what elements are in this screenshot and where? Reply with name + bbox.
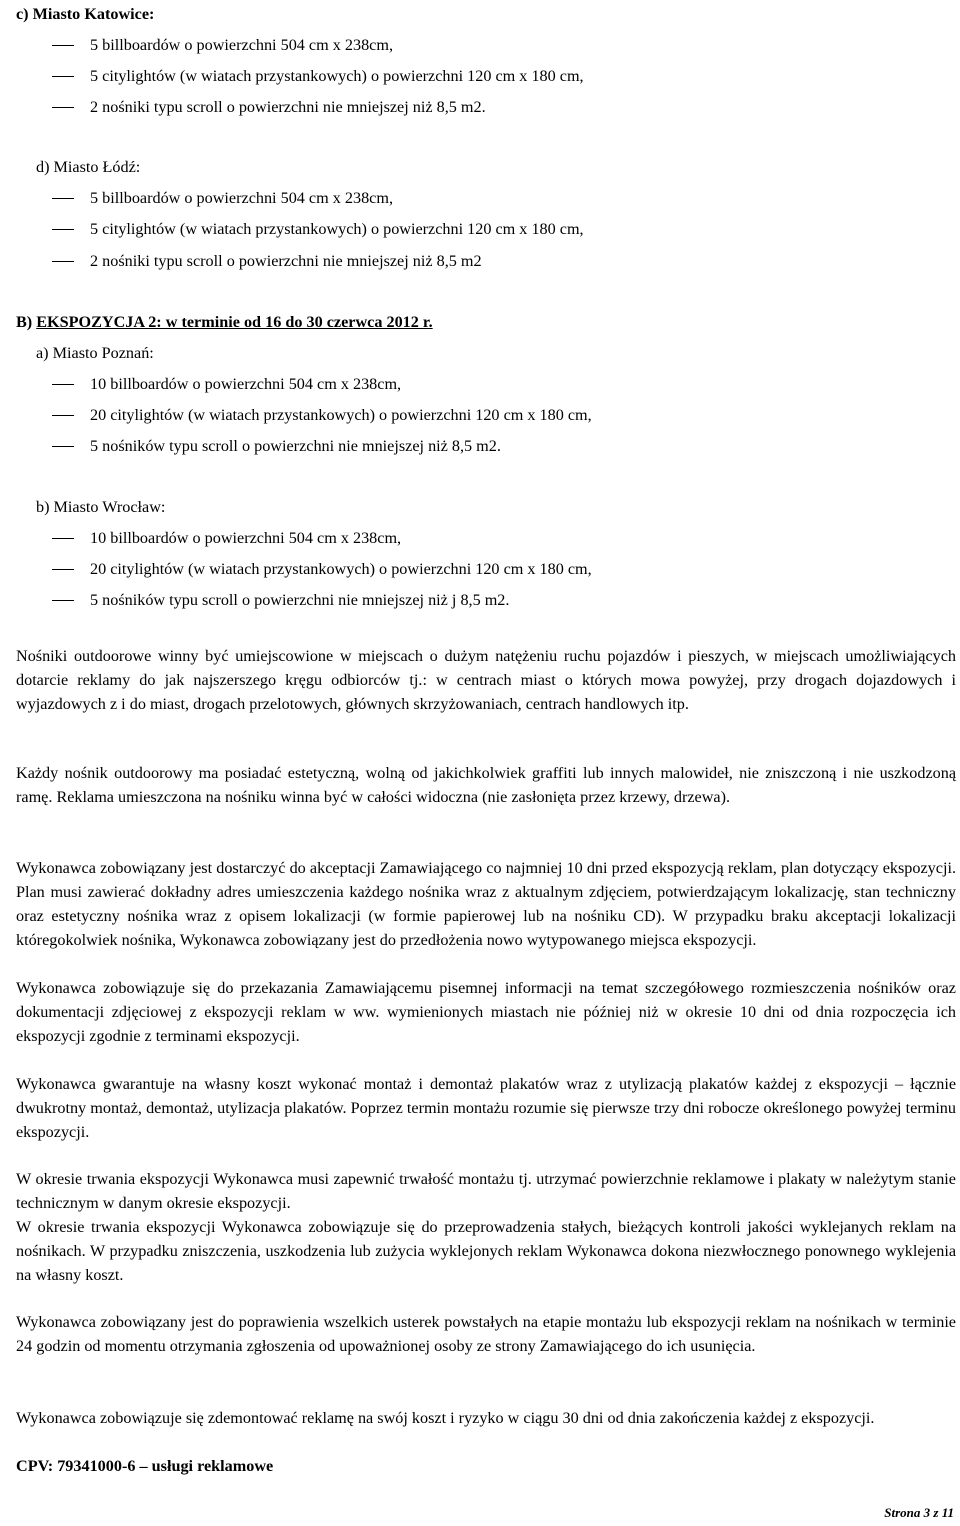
dash-bullet <box>52 45 74 46</box>
dash-bullet <box>52 198 74 199</box>
dash-bullet <box>52 107 74 108</box>
list-item-text: 5 citylightów (w wiatach przystankowych) o powierzchni 120 cm x 180 cm, <box>90 67 584 85</box>
paragraph-dismantling: Wykonawca zobowiązuje się zdemontować reklamę na swój koszt i ryzyko w ciągu 30 dni od dnia zakończenia każdej z ekspozycji. <box>16 1409 875 1427</box>
list-item-text: 5 billboardów o powierzchni 504 cm x 238cm, <box>90 36 394 54</box>
dash-bullet <box>52 384 74 385</box>
section-heading-wroclaw: b) Miasto Wrocław: <box>36 498 166 516</box>
list-item-text: 20 citylightów (w wiatach przystankowych) o powierzchni 120 cm x 180 cm, <box>90 406 592 424</box>
paragraph-plan: Wykonawca zobowiązany jest dostarczyć do akceptacji Zamawiającego co najmniej 10 dni przed ekspozycją reklam, plan dotyczący ekspozycji. Plan musi zawierać dokładny adres umieszczenia każdego nośnika wraz z aktualnym zdjęciem, potwierdzającym lokalizację, stan techniczny oraz estetyczny nośnika wraz z opisem lokalizacji (w formie papierowej lub na nośniku CD). W przypadku braku akceptacji lokalizacji któregokolwiek nośnika, Wykonawca zobowiązany jest do przedłożenia nowo wytypowanego miejsca ekspozycji. <box>16 859 956 949</box>
paragraph-quality-control: W okresie trwania ekspozycji Wykonawca zobowiązuje się do przeprowadzenia stałych, bieżących kontroli jakości wyklejanych reklam na nośnikach. W przypadku zniszczenia, uszkodzenia lub zużycia wyklejonych reklam Wykonawca dokona niezwłocznego ponownego wyklejenia na własny koszt. <box>16 1218 956 1284</box>
dash-bullet <box>52 600 74 601</box>
list-item-text: 2 nośniki typu scroll o powierzchni nie mniejszej niż 8,5 m2. <box>90 98 486 116</box>
paragraph-condition: Każdy nośnik outdoorowy ma posiadać estetyczną, wolną od jakichkolwiek graffiti lub innych malowideł, nie zniszczoną i nie uszkodzoną ramę. Reklama umieszczona na nośniku winna być w całości widoczna (nie zasłonięta przez krzewy, drzewa). <box>16 764 956 806</box>
list-item-text: 2 nośniki typu scroll o powierzchni nie mniejszej niż 8,5 m2 <box>90 252 482 270</box>
list-item <box>90 33 393 57</box>
list-item-text: 5 nośników typu scroll o powierzchni nie mniejszej niż j 8,5 m2. <box>90 591 510 609</box>
list-item <box>90 557 592 581</box>
list-item <box>90 372 401 396</box>
list-item <box>90 403 592 427</box>
page-number: Strona 3 z 11 <box>884 1505 954 1520</box>
paragraph-mounting: Wykonawca gwarantuje na własny koszt wykonać montaż i demontaż plakatów wraz z utylizacją plakatów każdej z ekspozycji – łącznie dwukrotny montaż, demontaż, utylizacja plakatów. Poprzez termin montażu rozumie się pierwsze trzy dni robocze określonego powyżej terminu ekspozycji. <box>16 1075 956 1141</box>
paragraph-durability: W okresie trwania ekspozycji Wykonawca musi zapewnić trwałość montażu tj. utrzymać powierzchnie reklamowe i plakaty w należytym stanie technicznym w danym okresie ekspozycji. <box>16 1170 956 1212</box>
dash-bullet <box>52 415 74 416</box>
dash-bullet <box>52 446 74 447</box>
dash-bullet <box>52 76 74 77</box>
list-item-text: 10 billboardów o powierzchni 504 cm x 238cm, <box>90 529 402 547</box>
dash-bullet <box>52 538 74 539</box>
section-heading-poznan: a) Miasto Poznań: <box>36 344 154 362</box>
section-heading-katowice: c) Miasto Katowice: <box>16 5 155 23</box>
exposure-heading <box>16 310 433 334</box>
list-item-text: 5 billboardów o powierzchni 504 cm x 238cm, <box>90 189 394 207</box>
list-item <box>90 64 584 88</box>
paragraph-documentation: Wykonawca zobowiązuje się do przekazania Zamawiającemu pisemnej informacji na temat szczegółowego rozmieszczenia nośników oraz dokumentacji zdjęciowej z ekspozycji reklam w ww. wymienionych miastach nie później niż w okresie 10 dni od dnia rozpoczęcia ich ekspozycji zgodnie z terminami ekspozycji. <box>16 979 956 1045</box>
list-item-text: 20 citylightów (w wiatach przystankowych) o powierzchni 120 cm x 180 cm, <box>90 560 592 578</box>
exposure-prefix: B) <box>16 313 37 331</box>
exposure-suffix: . <box>428 313 433 331</box>
section-heading-lodz: d) Miasto Łódź: <box>36 158 141 176</box>
list-item <box>90 249 482 273</box>
paragraph-repairs: Wykonawca zobowiązany jest do poprawienia wszelkich usterek powstałych na etapie montażu lub ekspozycji reklam na nośnikach w terminie 24 godzin od momentu otrzymania zgłoszenia od upoważnionej osoby ze strony Zamawiającego do ich usunięcia. <box>16 1313 956 1355</box>
dash-bullet <box>52 261 74 262</box>
list-item-text: 10 billboardów o powierzchni 504 cm x 238cm, <box>90 375 402 393</box>
list-item-text: 5 citylightów (w wiatach przystankowych) o powierzchni 120 cm x 180 cm, <box>90 220 584 238</box>
cpv-code: CPV: 79341000-6 – usługi reklamowe <box>16 1457 274 1475</box>
dash-bullet <box>52 229 74 230</box>
list-item-text: 5 nośników typu scroll o powierzchni nie mniejszej niż 8,5 m2. <box>90 437 501 455</box>
list-item <box>90 434 501 458</box>
list-item <box>90 186 393 210</box>
list-item <box>90 95 486 119</box>
list-item <box>90 217 584 241</box>
paragraph-placement: Nośniki outdoorowe winny być umiejscowione w miejscach o dużym natężeniu ruchu pojazdów i pieszych, w miejscach umożliwiających dotarcie reklamy do jak najszerszego kręgu odbiorców tj.: w centrach miast o których mowa powyżej, przy drogach dojazdowych i wyjazdowych z i do miast, drogach przelotowych, głównych skrzyżowaniach, centrach handlowych itp. <box>16 647 956 713</box>
dash-bullet <box>52 569 74 570</box>
list-item <box>90 526 401 550</box>
list-item <box>90 588 509 612</box>
exposure-title: EKSPOZYCJA 2: w terminie od 16 do 30 czerwca 2012 r <box>36 313 429 331</box>
